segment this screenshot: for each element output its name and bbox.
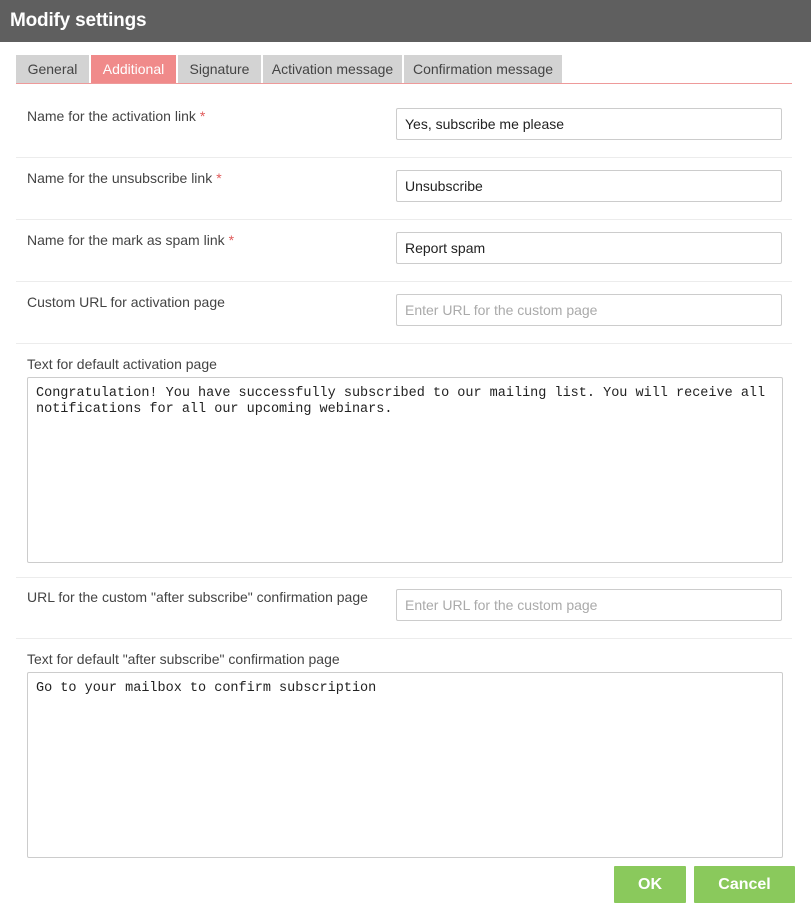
spam-link-label: Name for the mark as spam link * (27, 232, 235, 248)
tab-signature[interactable]: Signature (178, 55, 261, 83)
activation-link-input[interactable] (396, 108, 782, 140)
spam-link-input[interactable] (396, 232, 782, 264)
activation-text-area[interactable] (27, 377, 783, 563)
cancel-button[interactable]: Cancel (694, 866, 795, 903)
confirm-url-label: URL for the custom "after subscribe" confirmation page (27, 589, 368, 605)
ok-button[interactable]: OK (614, 866, 686, 903)
required-marker: * (228, 232, 235, 248)
required-marker: * (199, 108, 206, 124)
row-divider (16, 638, 792, 639)
row-divider (16, 219, 792, 220)
activation-link-label: Name for the activation link * (27, 108, 206, 124)
activation-url-label: Custom URL for activation page (27, 294, 225, 310)
tab-underline (16, 83, 792, 84)
required-marker: * (216, 170, 222, 186)
row-divider (16, 157, 792, 158)
tab-general[interactable]: General (16, 55, 89, 83)
row-divider (16, 281, 792, 282)
row-divider (16, 577, 792, 578)
unsubscribe-link-input[interactable] (396, 170, 782, 202)
confirm-text-area[interactable] (27, 672, 783, 858)
row-divider (16, 343, 792, 344)
confirm-url-input[interactable] (396, 589, 782, 621)
unsubscribe-link-label: Name for the unsubscribe link * (27, 170, 222, 186)
tab-additional[interactable]: Additional (91, 55, 176, 83)
tab-bar (16, 55, 562, 83)
dialog-title: Modify settings (0, 0, 811, 42)
activation-text-label: Text for default activation page (27, 356, 217, 372)
confirm-text-label: Text for default "after subscribe" confirmation page (27, 651, 340, 667)
tab-confirmation-message[interactable]: Confirmation message (404, 55, 562, 83)
activation-url-input[interactable] (396, 294, 782, 326)
tab-activation-message[interactable]: Activation message (263, 55, 402, 83)
